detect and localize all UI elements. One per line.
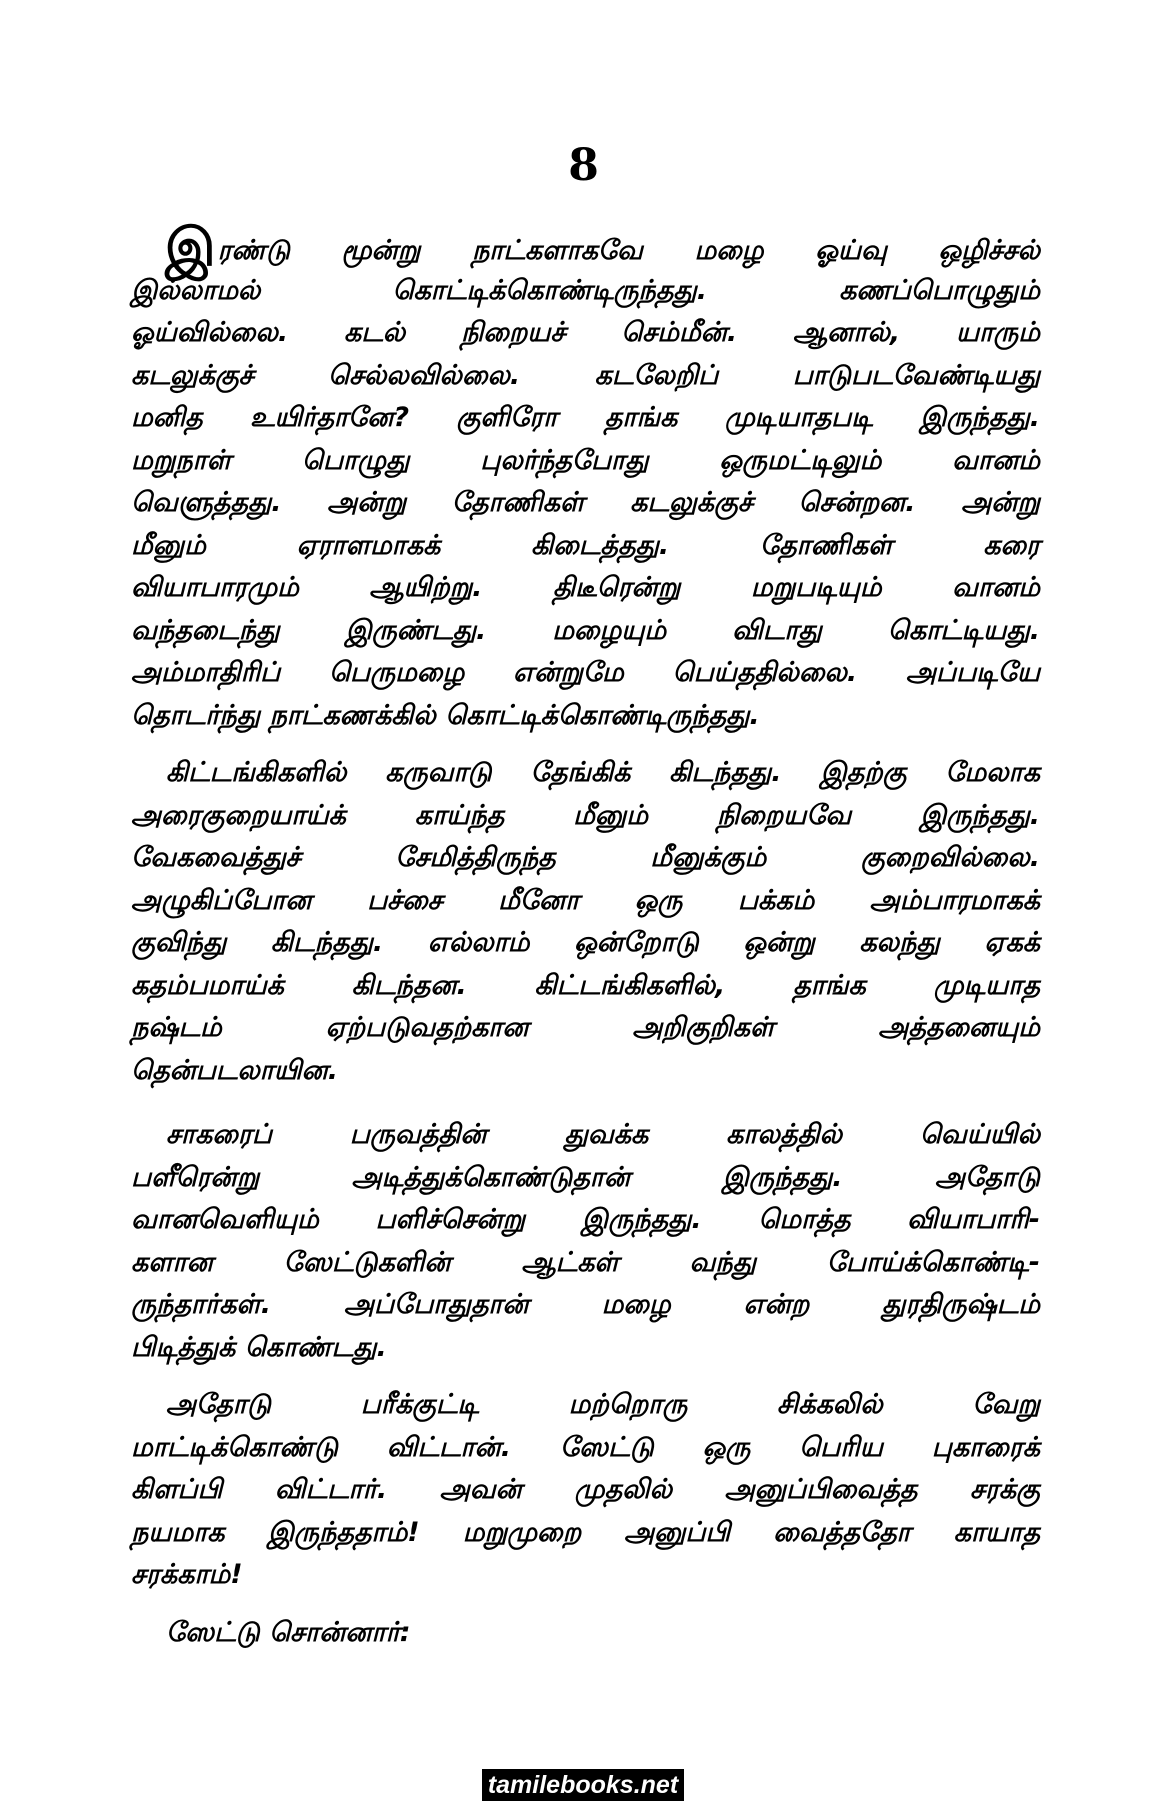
watermark-logo: tamilebooks.net [482,1769,684,1801]
line-text: மீனும் ஏராளமாகக் கிடைத்தது. தோணிகள் கரை [131,529,1040,561]
text-line [131,837,1040,880]
line-text: அம்மாதிரிப் பெருமழை என்றுமே பெய்ததில்லை. அப்படியே [131,657,1040,688]
line-text: வானவெளியும் பளிச்சென்று இருந்தது. மொத்த வியாபாரி- [131,1204,1040,1235]
line-text: வேகவைத்துச் சேமித்திருந்த மீனுக்கும் குறைவில்லை. [131,842,1040,873]
text-line [131,1512,1040,1555]
text-line [131,965,1040,1008]
paragraph [131,218,1040,737]
text-line [131,1284,1040,1327]
line-text: கதம்பமாய்க் கிடந்தன. கிட்டங்கிகளில், தாங்க முடியாத [131,969,1040,1001]
line-text: மனித உயிர்தானே? குளிரோ தாங்க முடியாதபடி இருந்தது. [131,402,1040,433]
drop-cap: இ [165,218,216,278]
text-line [131,1427,1040,1470]
text-line [131,1242,1040,1285]
line-text: கிட்டங்கிகளில் கருவாடு தேங்கிக் கிடந்தது. இதற்கு மேலாக [166,757,1040,788]
text-line [131,1007,1040,1050]
text-line [131,482,1040,525]
line-text: கடலுக்குச் செல்லவில்லை. கடலேறிப் பாடுபடவேண்டியது [131,359,1040,391]
line-text: அழுகிப்போன பச்சை மீனோ ஒரு பக்கம் அம்பாரமாகக் [131,884,1040,916]
text-line [131,695,1040,738]
text-line [131,440,1040,483]
line-text: பளீரென்று அடித்துக்கொண்டுதான் இருந்தது. அதோடு [131,1161,1040,1193]
line-text: வந்தடைந்து இருண்டது. மழையும் விடாது கொட்டியது. [131,614,1040,646]
paragraph [131,1384,1040,1597]
text-line [131,567,1040,610]
line-text: அரைகுறையாய்க் காய்ந்த மீனும் நிறையவே இருந்தது. [131,799,1040,831]
text-line [131,1469,1040,1512]
text-line [166,1612,1040,1655]
line-text: களான ஸேட்டுகளின் ஆட்கள் வந்து போய்க்கொண்டி- [131,1246,1040,1278]
paragraph [131,1114,1040,1369]
text-line [131,922,1040,965]
text-line [131,795,1040,838]
line-text: இல்லாமல் கொட்டிக்கொண்டிருந்தது. கணப்பொழுதும் [131,274,1040,306]
text-line [131,397,1040,440]
text-line [131,525,1040,568]
line-text: மாட்டிக்கொண்டு விட்டான். ஸேட்டு ஒரு பெரிய புகாரைக் [131,1431,1040,1463]
text-line [165,218,1040,278]
text-line [131,610,1040,653]
line-text: சரக்காம்! [131,1559,243,1590]
line-text: வியாபாரமும் ஆயிற்று. திடீரென்று மறுபடியும் வானம் [131,572,1040,603]
text-line [131,312,1040,355]
line-text: நஷ்டம் ஏற்படுவதற்கான அறிகுறிகள் அத்தனையும் [131,1012,1040,1043]
line-text: ருந்தார்கள். அப்போதுதான் மழை என்ற துரதிருஷ்டம் [131,1289,1040,1320]
text-line [131,270,1040,313]
text-line [166,1384,1040,1427]
line-text: குவிந்து கிடந்தது. எல்லாம் ஒன்றோடு ஒன்று கலந்து ஏகக் [131,927,1040,958]
line-text: அதோடு பரீக்குட்டி மற்றொரு சிக்கலில் வேறு [166,1389,1040,1420]
line-text: ரண்டு மூன்று நாட்களாகவே மழை ஓய்வு ஒழிச்சல் [217,235,1040,266]
text-line [166,1114,1040,1157]
text-line [131,1199,1040,1242]
line-text: மறுநாள் பொழுது புலர்ந்தபோது ஒருமட்டிலும் வானம் [131,444,1040,476]
text-line [131,355,1040,398]
text-line [166,752,1040,795]
line-text: தொடர்ந்து நாட்கணக்கில் கொட்டிக்கொண்டிருந்தது. [131,699,760,731]
text-line [131,1157,1040,1200]
chapter-number: 8 [568,140,599,191]
line-text: நயமாக இருந்ததாம்! மறுமுறை அனுப்பி வைத்ததோ காயாத [131,1516,1040,1548]
line-text: கிளப்பி விட்டார். அவன் முதலில் அனுப்பிவைத்த சரக்கு [131,1474,1040,1505]
line-text: வெளுத்தது. அன்று தோணிகள் கடலுக்குச் சென்றன. அன்று [131,487,1040,518]
text-line [131,652,1040,695]
line-text: ஸேட்டு சொன்னார்: [166,1617,411,1648]
text-line [131,880,1040,923]
line-text: தென்படலாயின. [131,1054,339,1086]
text-line [131,1554,1040,1597]
line-text: பிடித்துக் கொண்டது. [131,1331,387,1363]
line-text: ஓய்வில்லை. கடல் நிறையச் செம்மீன். ஆனால், யாரும் [131,317,1040,348]
line-text: சாகரைப் பருவத்தின் துவக்க காலத்தில் வெய்யில் [166,1119,1040,1150]
text-line [131,1050,1040,1093]
paragraph [131,1612,1040,1655]
text-line [131,1327,1040,1370]
paragraph [131,752,1040,1092]
